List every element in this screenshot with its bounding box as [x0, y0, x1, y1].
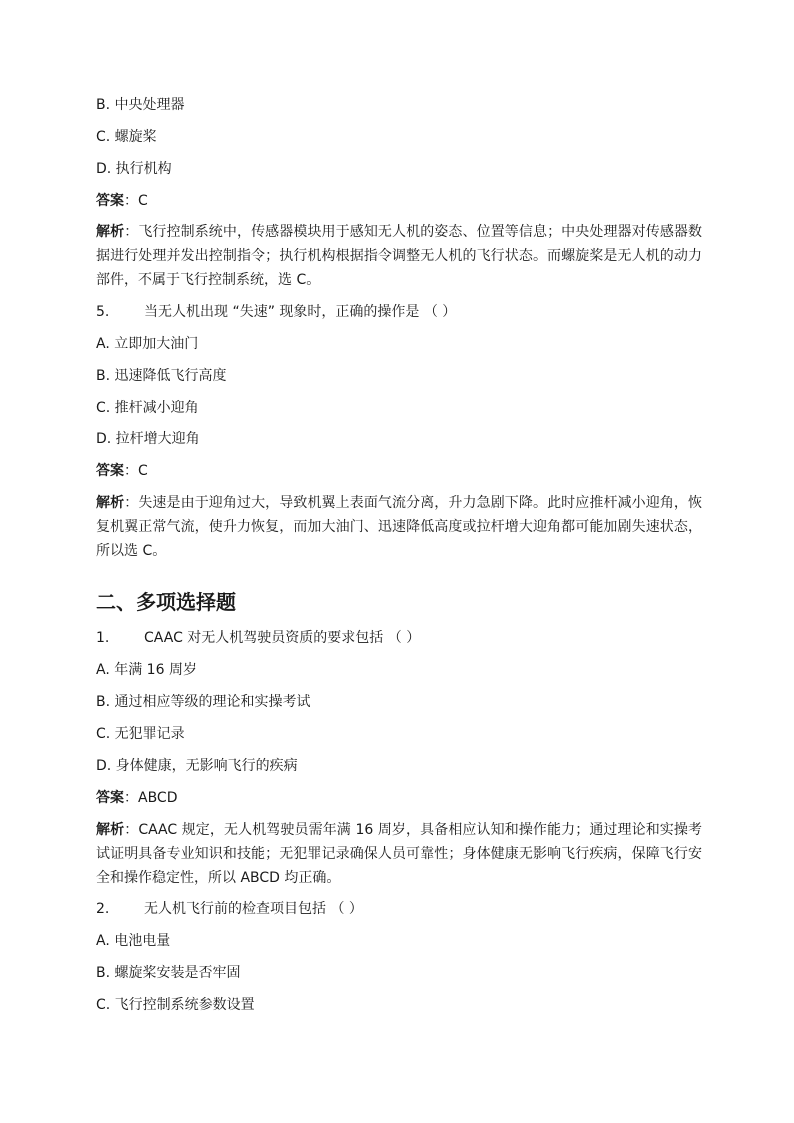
option-d: D. 拉杆增大迎角	[96, 431, 200, 447]
question-number: 1.	[96, 630, 110, 646]
answer-value: C	[138, 193, 148, 209]
option-c: C. 推杆减小迎角	[96, 400, 199, 416]
option-b: B. 通过相应等级的理论和实操考试	[96, 694, 311, 710]
question-number: 2.	[96, 901, 110, 917]
answer-line: 答案：C	[96, 193, 148, 209]
question-text: CAAC 对无人机驾驶员资质的要求包括 （ ）	[144, 630, 421, 646]
explanation: 解析：CAAC 规定，无人机驾驶员需年满 16 周岁，具备相应认知和操作能力；通过理论和实操考试证明具备专业知识和技能；无犯罪记录确保人员可靠性；身体健康无影响飞行疾病，保障飞行安全和操作稳定性，所以 ABCD 均正确。	[96, 822, 703, 886]
explanation-text: 飞行控制系统中，传感器模块用于感知无人机的姿态、位置等信息；中央处理器对传感器数据进行处理并发出控制指令；执行机构根据指令调整无人机的飞行状态。而螺旋桨是无人机的动力部件，不属于飞行控制系统，选 C。	[96, 224, 703, 288]
option-d: D. 身体健康，无影响飞行的疾病	[96, 758, 298, 774]
option-c: C. 螺旋桨	[96, 129, 157, 145]
explanation: 解析：飞行控制系统中，传感器模块用于感知无人机的姿态、位置等信息；中央处理器对传感器数据进行处理并发出控制指令；执行机构根据指令调整无人机的飞行状态。而螺旋桨是无人机的动力部件，不属于飞行控制系统，选 C。	[96, 224, 703, 288]
option-b: B. 中央处理器	[96, 97, 185, 113]
option-c: C. 无犯罪记录	[96, 726, 185, 742]
question-number: 5.	[96, 304, 110, 320]
explanation-text: CAAC 规定，无人机驾驶员需年满 16 周岁，具备相应认知和操作能力；通过理论和实操考试证明具备专业知识和技能；无犯罪记录确保人员可靠性；身体健康无影响飞行疾病，保障飞行安全和操作稳定性，所以 ABCD 均正确。	[96, 822, 703, 886]
option-a: A. 电池电量	[96, 933, 171, 949]
answer-line: 答案：C	[96, 463, 148, 479]
answer-value: C	[138, 463, 148, 479]
answer-line: 答案：ABCD	[96, 790, 178, 806]
explanation-label: 解析	[96, 224, 125, 240]
answer-value: ABCD	[138, 790, 178, 806]
question-text: 当无人机出现 “失速” 现象时，正确的操作是 （ ）	[144, 304, 457, 320]
option-a: A. 年满 16 周岁	[96, 662, 197, 678]
answer-label: 答案	[96, 790, 124, 806]
option-a: A. 立即加大油门	[96, 336, 199, 352]
explanation: 解析：失速是由于迎角过大，导致机翼上表面气流分离，升力急剧下降。此时应推杆减小迎角，恢复机翼正常气流，使升力恢复，而加大油门、迅速降低高度或拉杆增大迎角都可能加剧失速状态，所以选 C。	[96, 495, 703, 559]
option-b: B. 迅速降低飞行高度	[96, 368, 227, 384]
explanation-label: 解析	[96, 822, 125, 838]
option-b: B. 螺旋桨安装是否牢固	[96, 965, 241, 981]
answer-label: 答案	[96, 463, 124, 479]
section-heading: 二、多项选择题	[96, 590, 236, 614]
question-5	[96, 304, 456, 320]
option-d: D. 执行机构	[96, 161, 172, 177]
explanation-text: 失速是由于迎角过大，导致机翼上表面气流分离，升力急剧下降。此时应推杆减小迎角，恢复机翼正常气流，使升力恢复，而加大油门、迅速降低高度或拉杆增大迎角都可能加剧失速状态，所以选 C。	[96, 495, 703, 559]
answer-label: 答案	[96, 193, 124, 209]
question-2	[96, 901, 363, 917]
option-c: C. 飞行控制系统参数设置	[96, 997, 255, 1013]
question-1	[96, 630, 420, 646]
explanation-label: 解析	[96, 495, 125, 511]
question-text: 无人机飞行前的检查项目包括 （ ）	[144, 901, 363, 917]
